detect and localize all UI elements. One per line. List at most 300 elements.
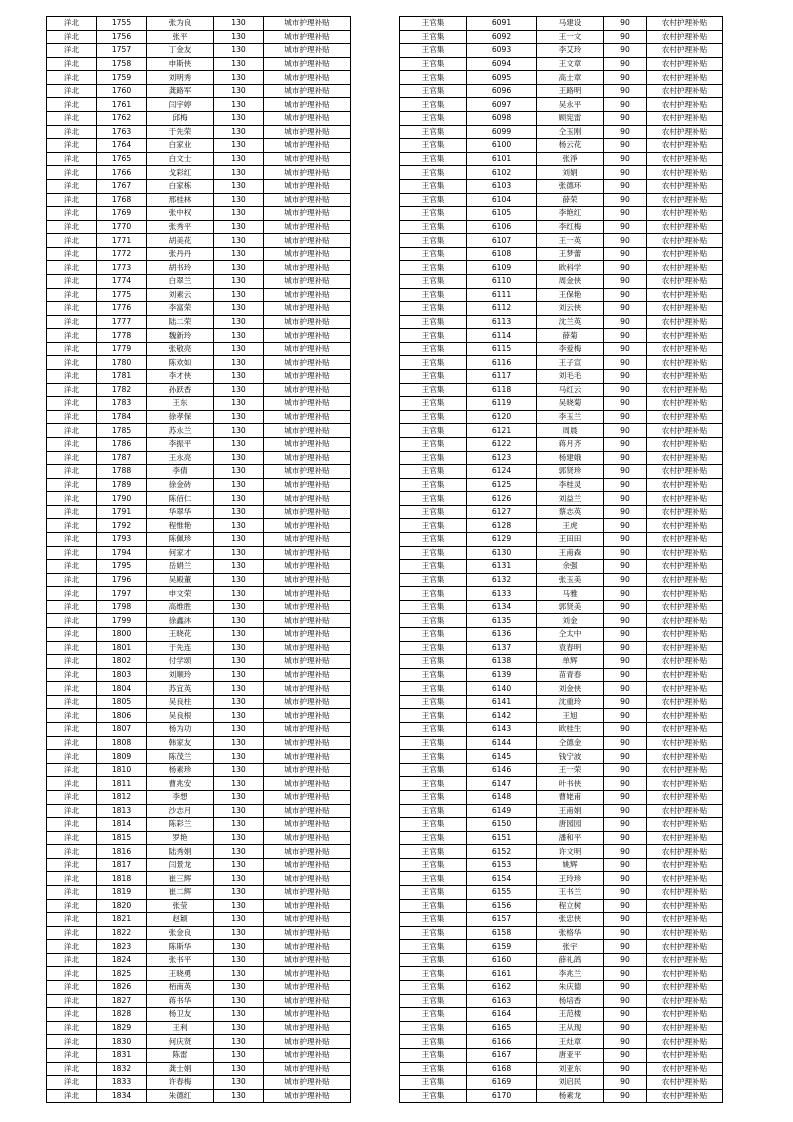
subsidy-type-cell: 农村护理补贴	[647, 723, 723, 737]
amount-cell: 130	[214, 505, 264, 519]
serial-number-cell: 1810	[97, 763, 147, 777]
township-cell: 洋北	[47, 532, 97, 546]
amount-cell: 90	[604, 383, 647, 397]
name-cell: 仝太中	[537, 628, 604, 642]
serial-number-cell: 6170	[467, 1089, 537, 1103]
table-row	[400, 818, 723, 832]
serial-number-cell: 6158	[467, 926, 537, 940]
township-cell: 洋北	[47, 519, 97, 533]
subsidy-type-cell: 城市护理补贴	[264, 410, 351, 424]
table-row	[400, 967, 723, 981]
township-cell: 洋北	[47, 125, 97, 139]
table-row	[400, 451, 723, 465]
amount-cell: 90	[604, 1089, 647, 1103]
name-cell: 陈茂兰	[147, 750, 214, 764]
subsidy-type-cell: 城市护理补贴	[264, 465, 351, 479]
amount-cell: 130	[214, 858, 264, 872]
amount-cell: 90	[604, 1076, 647, 1090]
subsidy-type-cell: 城市护理补贴	[264, 886, 351, 900]
name-cell: 刘金	[537, 614, 604, 628]
amount-cell: 130	[214, 315, 264, 329]
name-cell: 栢南英	[147, 981, 214, 995]
subsidy-type-cell: 农村护理补贴	[647, 329, 723, 343]
name-cell: 杨建娥	[537, 451, 604, 465]
amount-cell: 90	[604, 505, 647, 519]
serial-number-cell: 6166	[467, 1035, 537, 1049]
serial-number-cell: 1821	[97, 913, 147, 927]
township-cell: 王官集	[400, 736, 467, 750]
name-cell: 钱宁波	[537, 750, 604, 764]
amount-cell: 90	[604, 302, 647, 316]
township-cell: 洋北	[47, 994, 97, 1008]
table-row	[400, 193, 723, 207]
table-row	[47, 709, 351, 723]
subsidy-type-cell: 农村护理补贴	[647, 560, 723, 574]
serial-number-cell: 1755	[97, 17, 147, 31]
serial-number-cell: 6136	[467, 628, 537, 642]
serial-number-cell: 6132	[467, 573, 537, 587]
township-cell: 王官集	[400, 940, 467, 954]
township-cell: 洋北	[47, 112, 97, 126]
township-cell: 王官集	[400, 777, 467, 791]
amount-cell: 130	[214, 478, 264, 492]
amount-cell: 90	[604, 193, 647, 207]
amount-cell: 130	[214, 1076, 264, 1090]
subsidy-type-cell: 农村护理补贴	[647, 247, 723, 261]
subsidy-type-cell: 城市护理补贴	[264, 315, 351, 329]
township-cell: 王官集	[400, 953, 467, 967]
serial-number-cell: 1808	[97, 736, 147, 750]
table-row	[47, 831, 351, 845]
subsidy-type-cell: 农村护理补贴	[647, 682, 723, 696]
amount-cell: 130	[214, 899, 264, 913]
amount-cell: 130	[214, 424, 264, 438]
serial-number-cell: 1815	[97, 831, 147, 845]
serial-number-cell: 6130	[467, 546, 537, 560]
subsidy-type-cell: 城市护理补贴	[264, 614, 351, 628]
name-cell: 苏宜英	[147, 682, 214, 696]
amount-cell: 130	[214, 994, 264, 1008]
serial-number-cell: 1830	[97, 1035, 147, 1049]
table-row	[47, 790, 351, 804]
township-cell: 王官集	[400, 17, 467, 31]
name-cell: 周金侠	[537, 274, 604, 288]
township-cell: 洋北	[47, 465, 97, 479]
subsidy-type-cell: 城市护理补贴	[264, 953, 351, 967]
amount-cell: 90	[604, 98, 647, 112]
name-cell: 王灶章	[537, 1035, 604, 1049]
amount-cell: 130	[214, 886, 264, 900]
amount-cell: 130	[214, 763, 264, 777]
subsidy-type-cell: 农村护理补贴	[647, 410, 723, 424]
township-cell: 洋北	[47, 207, 97, 221]
serial-number-cell: 1783	[97, 397, 147, 411]
name-cell: 刘素云	[147, 288, 214, 302]
township-cell: 王官集	[400, 125, 467, 139]
table-row	[400, 994, 723, 1008]
amount-cell: 90	[604, 655, 647, 669]
serial-number-cell: 6103	[467, 179, 537, 193]
table-row	[400, 1035, 723, 1049]
subsidy-type-cell: 农村护理补贴	[647, 17, 723, 31]
table-row	[47, 179, 351, 193]
name-cell: 华翠华	[147, 505, 214, 519]
amount-cell: 130	[214, 234, 264, 248]
township-cell: 王官集	[400, 655, 467, 669]
amount-cell: 90	[604, 790, 647, 804]
subsidy-type-cell: 农村护理补贴	[647, 967, 723, 981]
amount-cell: 130	[214, 1062, 264, 1076]
table-row	[400, 112, 723, 126]
name-cell: 王保艳	[537, 288, 604, 302]
subsidy-type-cell: 农村护理补贴	[647, 44, 723, 58]
serial-number-cell: 1780	[97, 356, 147, 370]
table-row	[400, 763, 723, 777]
subsidy-type-cell: 农村护理补贴	[647, 397, 723, 411]
township-cell: 王官集	[400, 451, 467, 465]
amount-cell: 90	[604, 546, 647, 560]
table-row	[47, 302, 351, 316]
amount-cell: 90	[604, 818, 647, 832]
serial-number-cell: 1814	[97, 818, 147, 832]
subsidy-type-cell: 农村护理补贴	[647, 573, 723, 587]
township-cell: 洋北	[47, 804, 97, 818]
table-row	[47, 600, 351, 614]
name-cell: 许春梅	[147, 1076, 214, 1090]
name-cell: 周晨	[537, 424, 604, 438]
township-cell: 洋北	[47, 1035, 97, 1049]
name-cell: 高维胜	[147, 600, 214, 614]
name-cell: 程惟艳	[147, 519, 214, 533]
name-cell: 李红梅	[537, 220, 604, 234]
amount-cell: 90	[604, 695, 647, 709]
table-row	[400, 247, 723, 261]
township-cell: 王官集	[400, 274, 467, 288]
table-row	[47, 967, 351, 981]
serial-number-cell: 1799	[97, 614, 147, 628]
subsidy-type-cell: 城市护理补贴	[264, 302, 351, 316]
subsidy-type-cell: 城市护理补贴	[264, 519, 351, 533]
serial-number-cell: 1757	[97, 44, 147, 58]
subsidy-type-cell: 农村护理补贴	[647, 1062, 723, 1076]
name-cell: 徐鑫沐	[147, 614, 214, 628]
subsidy-type-cell: 农村护理补贴	[647, 763, 723, 777]
serial-number-cell: 6125	[467, 478, 537, 492]
name-cell: 苏永兰	[147, 424, 214, 438]
township-cell: 王官集	[400, 926, 467, 940]
table-row	[47, 628, 351, 642]
table-row	[400, 723, 723, 737]
subsidy-type-cell: 城市护理补贴	[264, 397, 351, 411]
subsidy-type-cell: 农村护理补贴	[647, 628, 723, 642]
township-cell: 王官集	[400, 831, 467, 845]
subsidy-type-cell: 农村护理补贴	[647, 587, 723, 601]
amount-cell: 90	[604, 1035, 647, 1049]
serial-number-cell: 6122	[467, 437, 537, 451]
serial-number-cell: 6108	[467, 247, 537, 261]
township-cell: 洋北	[47, 247, 97, 261]
amount-cell: 130	[214, 302, 264, 316]
table-row	[400, 125, 723, 139]
name-cell: 魏新玲	[147, 329, 214, 343]
subsidy-type-cell: 城市护理补贴	[264, 329, 351, 343]
amount-cell: 90	[604, 152, 647, 166]
name-cell: 张淨	[537, 152, 604, 166]
serial-number-cell: 1781	[97, 370, 147, 384]
township-cell: 王官集	[400, 302, 467, 316]
serial-number-cell: 1760	[97, 84, 147, 98]
name-cell: 许文明	[537, 845, 604, 859]
amount-cell: 130	[214, 356, 264, 370]
amount-cell: 130	[214, 71, 264, 85]
name-cell: 王晓花	[147, 628, 214, 642]
table-row	[47, 858, 351, 872]
table-row	[47, 410, 351, 424]
table-row	[400, 383, 723, 397]
township-cell: 洋北	[47, 668, 97, 682]
subsidy-type-cell: 农村护理补贴	[647, 858, 723, 872]
subsidy-type-cell: 城市护理补贴	[264, 424, 351, 438]
serial-number-cell: 1790	[97, 492, 147, 506]
subsidy-type-cell: 城市护理补贴	[264, 166, 351, 180]
name-cell: 闫景龙	[147, 858, 214, 872]
table-row	[400, 234, 723, 248]
amount-cell: 130	[214, 44, 264, 58]
subsidy-type-cell: 城市护理补贴	[264, 750, 351, 764]
table-row	[400, 329, 723, 343]
name-cell: 吴永平	[537, 98, 604, 112]
amount-cell: 90	[604, 532, 647, 546]
serial-number-cell: 6109	[467, 261, 537, 275]
township-cell: 洋北	[47, 261, 97, 275]
serial-number-cell: 1772	[97, 247, 147, 261]
township-cell: 王官集	[400, 1008, 467, 1022]
table-row	[400, 315, 723, 329]
subsidy-type-cell: 城市护理补贴	[264, 1089, 351, 1103]
serial-number-cell: 1825	[97, 967, 147, 981]
table-row	[400, 790, 723, 804]
name-cell: 蒋月齐	[537, 437, 604, 451]
township-cell: 洋北	[47, 410, 97, 424]
subsidy-type-cell: 农村护理补贴	[647, 709, 723, 723]
township-cell: 王官集	[400, 532, 467, 546]
serial-number-cell: 1805	[97, 695, 147, 709]
subsidy-type-cell: 农村护理补贴	[647, 220, 723, 234]
name-cell: 王东	[147, 397, 214, 411]
amount-cell: 90	[604, 112, 647, 126]
township-cell: 王官集	[400, 913, 467, 927]
township-cell: 洋北	[47, 695, 97, 709]
amount-cell: 90	[604, 940, 647, 954]
township-cell: 王官集	[400, 641, 467, 655]
subsidy-type-cell: 城市护理补贴	[264, 655, 351, 669]
township-cell: 洋北	[47, 98, 97, 112]
amount-cell: 130	[214, 465, 264, 479]
subsidy-type-cell: 农村护理补贴	[647, 437, 723, 451]
subsidy-type-cell: 城市护理补贴	[264, 668, 351, 682]
name-cell: 王甫森	[537, 546, 604, 560]
township-cell: 王官集	[400, 505, 467, 519]
township-cell: 洋北	[47, 30, 97, 44]
amount-cell: 130	[214, 953, 264, 967]
subsidy-type-cell: 农村护理补贴	[647, 505, 723, 519]
name-cell: 李振平	[147, 437, 214, 451]
table-row	[47, 913, 351, 927]
subsidy-type-cell: 农村护理补贴	[647, 465, 723, 479]
subsidy-type-cell: 城市护理补贴	[264, 71, 351, 85]
township-cell: 洋北	[47, 274, 97, 288]
table-row	[400, 478, 723, 492]
amount-cell: 130	[214, 750, 264, 764]
amount-cell: 90	[604, 600, 647, 614]
subsidy-type-cell: 城市护理补贴	[264, 370, 351, 384]
township-cell: 王官集	[400, 763, 467, 777]
subsidy-type-cell: 农村护理补贴	[647, 886, 723, 900]
table-row	[400, 207, 723, 221]
township-cell: 洋北	[47, 437, 97, 451]
table-row	[47, 193, 351, 207]
table-row	[47, 587, 351, 601]
subsidy-type-cell: 城市护理补贴	[264, 1048, 351, 1062]
serial-number-cell: 6098	[467, 112, 537, 126]
amount-cell: 130	[214, 329, 264, 343]
table-row	[400, 179, 723, 193]
table-row	[47, 17, 351, 31]
table-row	[400, 736, 723, 750]
subsidy-type-cell: 城市护理补贴	[264, 858, 351, 872]
amount-cell: 90	[604, 926, 647, 940]
table-row	[400, 872, 723, 886]
subsidy-type-cell: 农村护理补贴	[647, 98, 723, 112]
name-cell: 刘毛毛	[537, 370, 604, 384]
subsidy-type-cell: 城市护理补贴	[264, 139, 351, 153]
name-cell: 何家才	[147, 546, 214, 560]
name-cell: 曹姥甫	[537, 790, 604, 804]
township-cell: 王官集	[400, 872, 467, 886]
name-cell: 刘金侠	[537, 682, 604, 696]
serial-number-cell: 6097	[467, 98, 537, 112]
amount-cell: 90	[604, 220, 647, 234]
table-row	[47, 465, 351, 479]
township-cell: 洋北	[47, 587, 97, 601]
township-cell: 洋北	[47, 940, 97, 954]
serial-number-cell: 6165	[467, 1021, 537, 1035]
name-cell: 张忠侠	[537, 913, 604, 927]
serial-number-cell: 6105	[467, 207, 537, 221]
township-cell: 王官集	[400, 967, 467, 981]
serial-number-cell: 6133	[467, 587, 537, 601]
table-row	[400, 655, 723, 669]
subsidy-type-cell: 农村护理补贴	[647, 1008, 723, 1022]
table-row	[47, 125, 351, 139]
serial-number-cell: 1824	[97, 953, 147, 967]
serial-number-cell: 6142	[467, 709, 537, 723]
amount-cell: 130	[214, 926, 264, 940]
township-cell: 洋北	[47, 451, 97, 465]
township-cell: 洋北	[47, 763, 97, 777]
subsidy-type-cell: 农村护理补贴	[647, 872, 723, 886]
table-row	[47, 166, 351, 180]
name-cell: 刘益兰	[537, 492, 604, 506]
township-cell: 洋北	[47, 44, 97, 58]
township-cell: 洋北	[47, 967, 97, 981]
name-cell: 顾宪雷	[537, 112, 604, 126]
table-row	[400, 532, 723, 546]
amount-cell: 130	[214, 614, 264, 628]
township-cell: 洋北	[47, 709, 97, 723]
name-cell: 薛荣	[537, 193, 604, 207]
name-cell: 刘娟	[537, 166, 604, 180]
amount-cell: 90	[604, 71, 647, 85]
subsidy-type-cell: 农村护理补贴	[647, 981, 723, 995]
serial-number-cell: 1801	[97, 641, 147, 655]
amount-cell: 90	[604, 573, 647, 587]
amount-cell: 90	[604, 342, 647, 356]
subsidy-type-cell: 农村护理补贴	[647, 845, 723, 859]
township-cell: 王官集	[400, 437, 467, 451]
township-cell: 洋北	[47, 71, 97, 85]
township-cell: 洋北	[47, 288, 97, 302]
subsidy-type-cell: 农村护理补贴	[647, 234, 723, 248]
serial-number-cell: 1829	[97, 1021, 147, 1035]
name-cell: 李想	[147, 790, 214, 804]
serial-number-cell: 1804	[97, 682, 147, 696]
township-cell: 王官集	[400, 424, 467, 438]
subsidy-type-cell: 农村护理补贴	[647, 71, 723, 85]
table-row	[47, 437, 351, 451]
serial-number-cell: 1765	[97, 152, 147, 166]
table-row	[47, 315, 351, 329]
name-cell: 申斯侠	[147, 57, 214, 71]
table-row	[47, 98, 351, 112]
amount-cell: 90	[604, 750, 647, 764]
table-row	[400, 845, 723, 859]
subsidy-type-cell: 农村护理补贴	[647, 1035, 723, 1049]
township-cell: 王官集	[400, 98, 467, 112]
amount-cell: 90	[604, 1021, 647, 1035]
serial-number-cell: 6150	[467, 818, 537, 832]
amount-cell: 90	[604, 44, 647, 58]
serial-number-cell: 1828	[97, 1008, 147, 1022]
name-cell: 邱梅	[147, 112, 214, 126]
amount-cell: 130	[214, 546, 264, 560]
subsidy-type-cell: 城市护理补贴	[264, 763, 351, 777]
township-cell: 洋北	[47, 818, 97, 832]
name-cell: 王书兰	[537, 886, 604, 900]
amount-cell: 130	[214, 818, 264, 832]
serial-number-cell: 6161	[467, 967, 537, 981]
serial-number-cell: 1819	[97, 886, 147, 900]
township-cell: 洋北	[47, 342, 97, 356]
subsidy-type-cell: 城市护理补贴	[264, 1021, 351, 1035]
amount-cell: 90	[604, 723, 647, 737]
amount-cell: 130	[214, 410, 264, 424]
subsidy-type-cell: 城市护理补贴	[264, 193, 351, 207]
table-row	[400, 370, 723, 384]
amount-cell: 130	[214, 1008, 264, 1022]
subsidy-type-cell: 农村护理补贴	[647, 1048, 723, 1062]
township-cell: 洋北	[47, 899, 97, 913]
township-cell: 王官集	[400, 695, 467, 709]
table-row	[400, 981, 723, 995]
serial-number-cell: 6100	[467, 139, 537, 153]
township-cell: 洋北	[47, 573, 97, 587]
name-cell: 袁春明	[537, 641, 604, 655]
serial-number-cell: 1766	[97, 166, 147, 180]
subsidy-type-cell: 城市护理补贴	[264, 451, 351, 465]
subsidy-type-cell: 城市护理补贴	[264, 600, 351, 614]
township-cell: 洋北	[47, 600, 97, 614]
